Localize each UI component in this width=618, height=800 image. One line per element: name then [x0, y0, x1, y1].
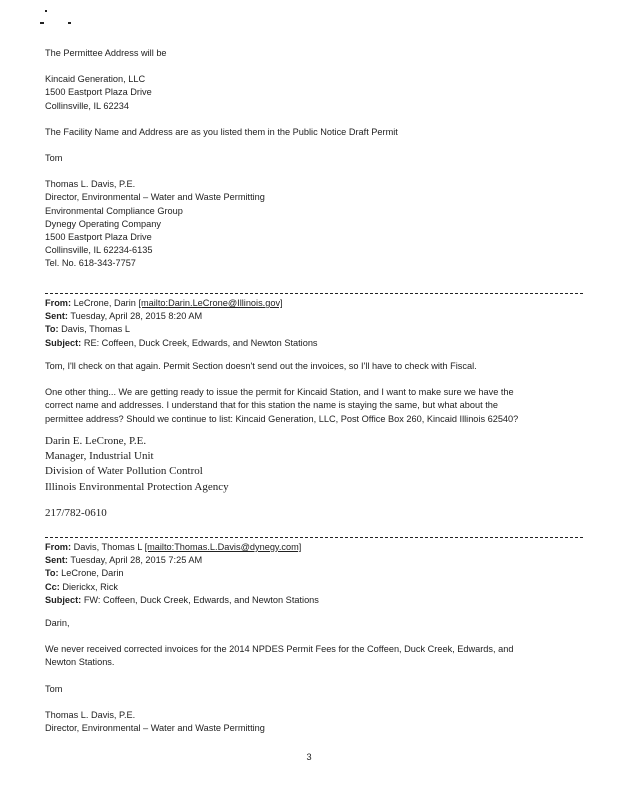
- sent-value: Tuesday, April 28, 2015 7:25 AM: [70, 555, 203, 566]
- subject-value: RE: Coffeen, Duck Creek, Edwards, and Newton Stations: [83, 337, 318, 348]
- sent-value: Tuesday, April 28, 2015 8:20 AM: [70, 311, 203, 322]
- address-company: Kincaid Generation, LLC: [45, 74, 146, 85]
- from-label: From:: [45, 298, 72, 308]
- from-mailto-link[interactable]: [mailto:Darin.LeCrone@Illinois.gov]: [138, 298, 283, 308]
- address-street: 1500 Eastport Plaza Drive: [45, 87, 152, 98]
- email1-header: [45, 297, 585, 350]
- email2-header: [45, 541, 585, 607]
- body-paragraph-line: permittee address? Should we continue to list: Kincaid Generation, LLC, Post Office Box 260, Kincaid Illinois 62540?: [45, 413, 519, 424]
- signature-phone: 217/782-0610: [45, 506, 107, 519]
- facility-name-note: The Facility Name and Address are as you listed them in the Public Notice Draft Permit: [45, 126, 398, 137]
- signature-title: Director, Environmental – Water and Waste Permitting: [45, 723, 265, 734]
- cc-label: Cc:: [45, 581, 60, 592]
- signoff: Tom: [45, 683, 63, 694]
- scan-artifact-mark: [45, 10, 47, 12]
- signature-name: Thomas L. Davis, P.E.: [45, 709, 136, 720]
- signature-phone: Tel. No. 618-343-7757: [45, 258, 136, 269]
- body-paragraph-line: correct name and addresses. I understand that for this station the name is staying the same, but what about the: [45, 400, 499, 411]
- address-city: Collinsville, IL 62234: [45, 100, 129, 111]
- to-label: To:: [45, 324, 59, 335]
- from-label: From:: [45, 542, 72, 552]
- scan-artifact-mark: [40, 22, 44, 24]
- email1-signature: [45, 434, 585, 521]
- signature-company: Dynegy Operating Company: [45, 218, 161, 229]
- email-separator: [45, 293, 583, 294]
- sent-label: Sent:: [45, 311, 68, 322]
- signature-name: Thomas L. Davis, P.E.: [45, 179, 136, 190]
- cc-value: Dierickx, Rick: [62, 581, 119, 592]
- from-value: LeCrone, Darin: [73, 298, 139, 308]
- email1-body: [45, 360, 585, 426]
- signature-street: 1500 Eastport Plaza Drive: [45, 232, 152, 243]
- sent-label: Sent:: [45, 555, 68, 566]
- body-paragraph-line: One other thing... We are getting ready to issue the permit for Kincaid Station, and I want to make sure we have the: [45, 387, 514, 398]
- subject-label: Subject:: [45, 594, 82, 605]
- signature-city: Collinsville, IL 62234-6135: [45, 245, 153, 256]
- to-value: LeCrone, Darin: [61, 568, 124, 579]
- signature-group: Environmental Compliance Group: [45, 205, 183, 216]
- from-mailto-link[interactable]: [mailto:Thomas.L.Davis@dynegy.com]: [144, 542, 302, 552]
- to-value: Davis, Thomas L: [61, 324, 130, 335]
- signature-agency: Illinois Environmental Protection Agency: [45, 480, 229, 493]
- signature-division: Division of Water Pollution Control: [45, 465, 203, 478]
- page-number: 3: [306, 752, 312, 762]
- subject-value: FW: Coffeen, Duck Creek, Edwards, and Newton Stations: [83, 594, 319, 605]
- signature-name: Darin E. LeCrone, P.E.: [45, 435, 147, 447]
- greeting: Darin,: [45, 618, 70, 628]
- body-paragraph-line: Newton Stations.: [45, 657, 115, 668]
- permittee-address-intro: The Permittee Address will be: [45, 48, 167, 58]
- from-value: Davis, Thomas L: [73, 542, 145, 552]
- intro-section: [45, 47, 585, 271]
- body-paragraph: Tom, I'll check on that again. Permit Section doesn't send out the invoices, so I'll have to check with Fiscal.: [45, 361, 477, 371]
- body-paragraph-line: We never received corrected invoices for the 2014 NPDES Permit Fees for the Coffeen, Duck Creek, Edwards, and: [45, 644, 514, 655]
- email2-body: [45, 617, 585, 735]
- to-label: To:: [45, 568, 59, 579]
- email-separator: [45, 537, 583, 538]
- signature-title: Manager, Industrial Unit: [45, 450, 154, 463]
- signature-title: Director, Environmental – Water and Waste Permitting: [45, 192, 265, 203]
- scan-artifact-mark: [68, 22, 71, 24]
- signoff: Tom: [45, 153, 63, 164]
- subject-label: Subject:: [45, 337, 82, 348]
